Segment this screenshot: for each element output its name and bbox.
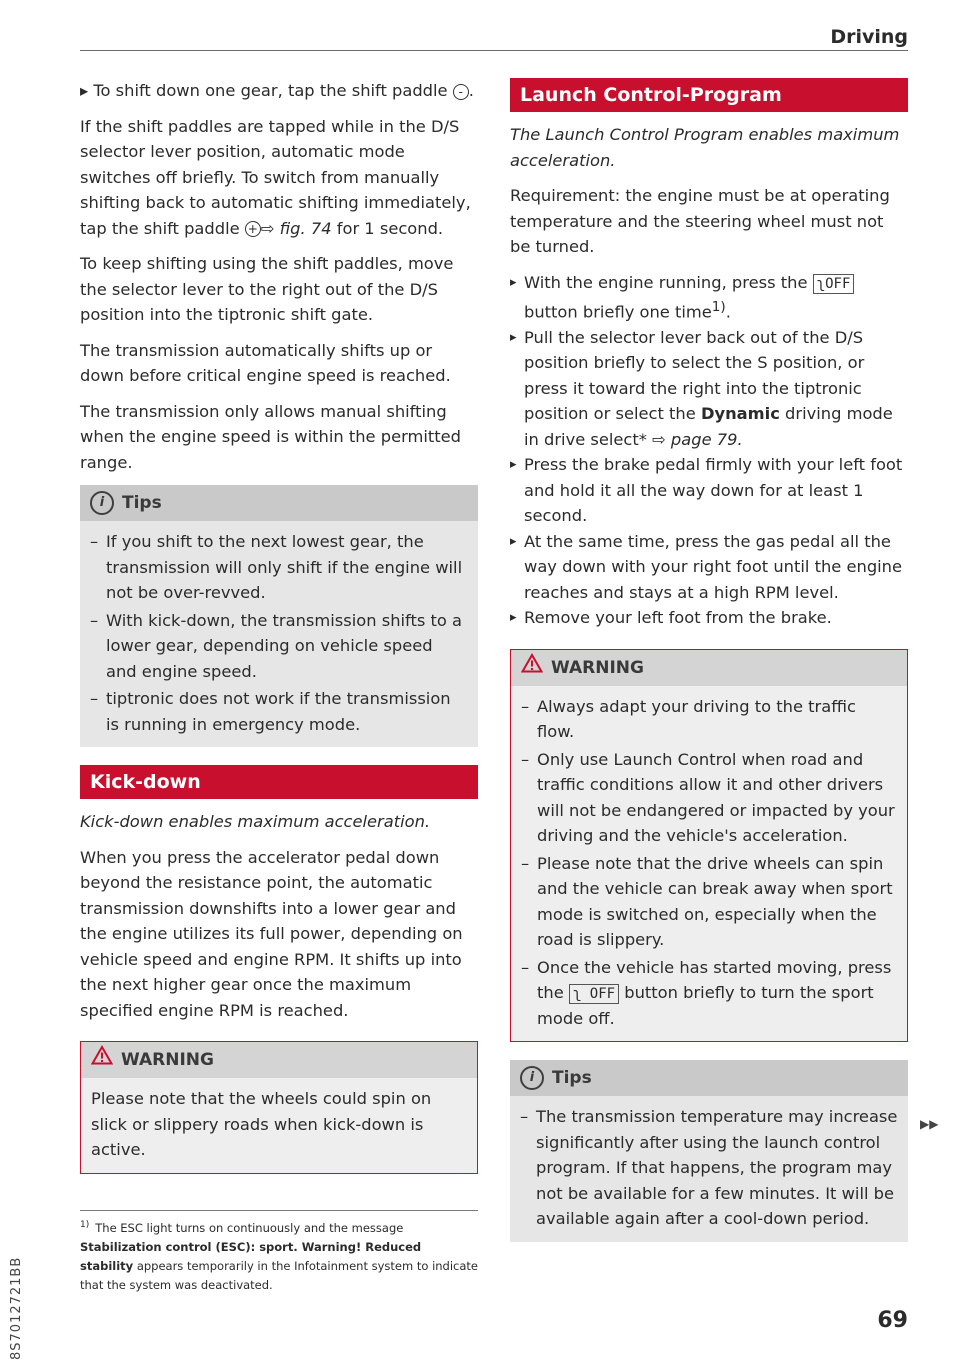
launch-intro: The Launch Control Program enables maximum acceleration. <box>510 125 900 170</box>
launch-step-5: ▸ Remove your left foot from the brake. <box>510 605 908 631</box>
warning-box <box>80 1041 478 1174</box>
warning-list <box>511 686 907 1042</box>
launch-tips-box <box>510 1060 908 1242</box>
header-rule <box>80 50 908 51</box>
paragraph: The transmission automatically shifts up or down before critical engine speed is reached. <box>80 340 451 385</box>
tips-header: i Tips <box>80 485 478 521</box>
right-column <box>510 78 908 1252</box>
list-item: – Only use Launch Control when road and traffic conditions allow it and other drivers will not be endangered or impacted by your driving and the vehicle's acceleration. <box>521 747 897 849</box>
launch-step-1: ▸ With the engine running, press the ʅOFF button briefly one time$^{1)}$. <box>510 270 908 325</box>
list-item: – With kick-down, the transmission shifts to a lower gear, depending on vehicle speed and engine speed. <box>90 608 468 685</box>
tips-box <box>80 485 478 747</box>
plus-paddle-icon: + <box>245 221 261 237</box>
info-icon: i <box>90 491 114 515</box>
document-code: 8S7012721BB <box>9 1256 24 1360</box>
continue-arrow-icon: ▶▶ <box>920 1117 939 1131</box>
tips-list <box>80 521 478 747</box>
warning-body: Please note that the wheels could spin on slick or slippery roads when kick-down is active. <box>91 1089 432 1159</box>
info-icon: i <box>520 1066 544 1090</box>
kickdown-body: When you press the accelerator pedal down beyond the resistance point, the automatic transmission downshifts into a lower gear and the engine utilizes its full power, depending on vehicle speed and engine RPM. It shifts up into the next higher gear once the maximum specified engine RPM is reached. <box>80 847 463 1020</box>
list-item: – If you shift to the next lowest gear, the transmission will only shift if the engine will not be over-revved. <box>90 529 468 606</box>
page-reference[interactable]: ⇨ page 79. <box>652 429 743 449</box>
list-item: – Please note that the drive wheels can spin and the vehicle can break away when sport mode is switched on, especially when the road is slippery. <box>521 851 897 953</box>
page-number: 69 <box>877 1308 908 1333</box>
launch-step-3: ▸ Press the brake pedal firmly with your left foot and hold it all the way down for at least 1 second. <box>510 452 908 529</box>
warning-header: WARNING <box>511 650 907 686</box>
launch-step-4: ▸ At the same time, press the gas pedal all the way down with your right foot until the engine reaches and stays at a high RPM level. <box>510 529 908 606</box>
tips-list <box>510 1096 908 1242</box>
launch-heading: Launch Control-Program <box>510 78 908 112</box>
footnote-rule <box>80 1210 478 1211</box>
list-item: – Once the vehicle has started moving, press the ʅ OFF button briefly to turn the sport mode off. <box>521 955 897 1032</box>
list-item: – tiptronic does not work if the transmission is running in emergency mode. <box>90 686 468 737</box>
esc-off-key-icon: ʅ OFF <box>569 984 619 1004</box>
kickdown-heading: Kick-down <box>80 765 478 799</box>
tips-header: i Tips <box>510 1060 908 1096</box>
section-title: Driving <box>830 26 908 48</box>
launch-step-2: ▸ Pull the selector lever back out of the D/S position briefly to select the S position, or press it toward the right into the tiptronic position or select the Dynamic driving mode in drive select* ⇨ page 79. <box>510 325 908 453</box>
minus-paddle-icon: - <box>453 84 469 100</box>
paddle-paragraph: If the shift paddles are tapped while in the D/S selector lever position, automatic mode switches off briefly. To switch from manually shifting back to automatic shifting immediately, tap the shift paddle + ⇨ fig. 74 for 1 second. <box>80 116 471 238</box>
warning-header: WARNING <box>81 1042 477 1078</box>
paragraph: To keep shifting using the shift paddles, move the selector lever to the right out of the D/S position into the tiptronic shift gate. <box>80 254 454 324</box>
list-item: – Always adapt your driving to the traffic flow. <box>521 694 897 745</box>
fig-reference[interactable]: ⇨ fig. 74 <box>260 218 332 238</box>
esc-off-key-icon: ʅOFF <box>813 274 855 294</box>
kickdown-intro: Kick-down enables maximum acceleration. <box>80 812 431 831</box>
warning-triangle-icon <box>91 1042 113 1078</box>
shift-down-step: ▸ To shift down one gear, tap the shift paddle - . <box>80 81 474 100</box>
launch-warning-box <box>510 649 908 1043</box>
launch-requirement: Requirement: the engine must be at operating temperature and the steering wheel must not be turned. <box>510 186 890 256</box>
warning-triangle-icon <box>521 650 543 686</box>
footnote: $^{1)}$ The ESC light turns on continuously and the message Stabilization control (ESC): sport. Warning! Reduced stability appears temporarily in the Infotainment system to indicate that the system was deactivated. <box>80 1220 478 1292</box>
left-column <box>80 78 478 1184</box>
paragraph: The transmission only allows manual shifting when the engine speed is within the permitted range. <box>80 401 462 472</box>
list-item: – The transmission temperature may increase significantly after using the launch control program. If that happens, the program may not be available for a few minutes. It will be available again after a cool-down period. <box>520 1104 898 1232</box>
